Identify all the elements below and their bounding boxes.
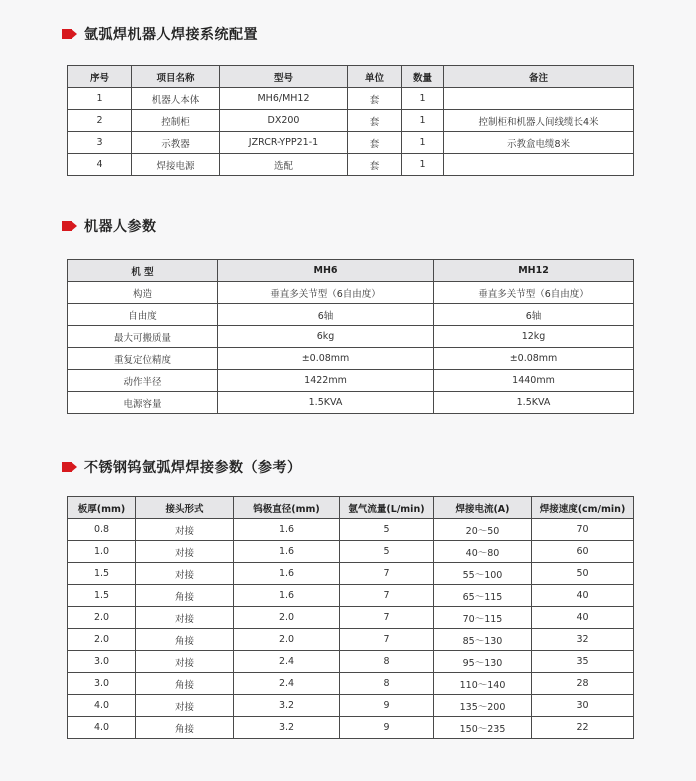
header-cell: 型号 [220, 66, 348, 88]
table-cell: ±0.08mm [434, 348, 634, 370]
table-cell: 70 [532, 519, 634, 541]
table-cell: 角接 [136, 717, 234, 739]
table-cell: 30 [532, 695, 634, 717]
header-cell: 序号 [68, 66, 132, 88]
section-title-text: 机器人参数 [84, 219, 157, 235]
table-cell: 110～140 [434, 673, 532, 695]
table-cell: 对接 [136, 563, 234, 585]
table-cell: 50 [532, 563, 634, 585]
welding-params-table [67, 496, 634, 739]
table-cell: 1 [402, 154, 444, 176]
table-cell: 4.0 [68, 717, 136, 739]
table-cell: 6kg [218, 326, 434, 348]
table-cell: 4.0 [68, 695, 136, 717]
table-cell: 角接 [136, 629, 234, 651]
table-cell: 1 [402, 110, 444, 132]
table-cell: 1.5 [68, 563, 136, 585]
table-cell: 垂直多关节型（6自由度） [218, 282, 434, 304]
red-marker-icon [62, 221, 76, 231]
table-cell: 70～115 [434, 607, 532, 629]
table-header-row [68, 66, 634, 88]
table-cell: 对接 [136, 695, 234, 717]
red-marker-icon [62, 29, 76, 39]
table-cell [444, 154, 634, 176]
table-cell: 8 [340, 651, 434, 673]
table-row [68, 541, 634, 563]
table-cell: 85～130 [434, 629, 532, 651]
table-cell: 对接 [136, 607, 234, 629]
table-cell: 角接 [136, 673, 234, 695]
table-cell: 控制柜 [132, 110, 220, 132]
table-row [68, 154, 634, 176]
table-row [68, 519, 634, 541]
table-cell: ±0.08mm [218, 348, 434, 370]
table-cell: DX200 [220, 110, 348, 132]
table-cell: 3.2 [234, 695, 340, 717]
table-cell: 1.5KVA [218, 392, 434, 414]
table-cell: 9 [340, 695, 434, 717]
red-marker-icon [62, 462, 76, 472]
table-cell: 套 [348, 154, 402, 176]
table-cell: 最大可搬质量 [68, 326, 218, 348]
section-title-welding-params [62, 457, 302, 477]
table-cell: 35 [532, 651, 634, 673]
table-cell: 2.0 [68, 607, 136, 629]
section-title-system-config [62, 24, 258, 44]
table-row [68, 651, 634, 673]
table-cell: 40～80 [434, 541, 532, 563]
header-cell: 焊接电流(A) [434, 497, 532, 519]
header-cell: 板厚(mm) [68, 497, 136, 519]
table-cell: 65～115 [434, 585, 532, 607]
table-cell: 7 [340, 629, 434, 651]
table-cell: 32 [532, 629, 634, 651]
table-cell: 重复定位精度 [68, 348, 218, 370]
table-cell: 2.0 [234, 607, 340, 629]
table-cell: 8 [340, 673, 434, 695]
table-cell: 22 [532, 717, 634, 739]
table-cell: MH6/MH12 [220, 88, 348, 110]
table-row [68, 695, 634, 717]
table-row [68, 370, 634, 392]
header-cell: 焊接速度(cm/min) [532, 497, 634, 519]
table-cell: 焊接电源 [132, 154, 220, 176]
table-row [68, 392, 634, 414]
table-cell: 2 [68, 110, 132, 132]
header-cell: 数量 [402, 66, 444, 88]
table-cell: 2.4 [234, 673, 340, 695]
table-cell: 1 [402, 88, 444, 110]
table-row [68, 673, 634, 695]
table-cell: 1.6 [234, 585, 340, 607]
table-cell: 示教器 [132, 132, 220, 154]
header-cell: 单位 [348, 66, 402, 88]
table-cell: 1.0 [68, 541, 136, 563]
table-row [68, 607, 634, 629]
table-cell: 60 [532, 541, 634, 563]
table-cell: 套 [348, 132, 402, 154]
table-cell: 7 [340, 607, 434, 629]
table-cell: 4 [68, 154, 132, 176]
table-cell [444, 88, 634, 110]
table-cell: 3 [68, 132, 132, 154]
table-cell: 135～200 [434, 695, 532, 717]
table-cell: 自由度 [68, 304, 218, 326]
header-cell: 备注 [444, 66, 634, 88]
table-cell: 6轴 [434, 304, 634, 326]
table-header-row [68, 497, 634, 519]
table-cell: 垂直多关节型（6自由度） [434, 282, 634, 304]
table-cell: 套 [348, 88, 402, 110]
system-config-table [67, 65, 634, 176]
table-row [68, 585, 634, 607]
table-row [68, 563, 634, 585]
header-cell: 项目名称 [132, 66, 220, 88]
table-cell: 2.0 [68, 629, 136, 651]
header-cell: MH12 [434, 260, 634, 282]
table-cell: 28 [532, 673, 634, 695]
table-cell: 6轴 [218, 304, 434, 326]
table-row [68, 88, 634, 110]
table-cell: 示教盒电缆8米 [444, 132, 634, 154]
table-cell: 12kg [434, 326, 634, 348]
table-cell: 1.6 [234, 519, 340, 541]
table-cell: 7 [340, 563, 434, 585]
table-cell: 1422mm [218, 370, 434, 392]
table-cell: 角接 [136, 585, 234, 607]
table-cell: 控制柜和机器人间线缆长4米 [444, 110, 634, 132]
header-cell: 钨极直径(mm) [234, 497, 340, 519]
table-cell: 5 [340, 519, 434, 541]
table-cell: 2.0 [234, 629, 340, 651]
table-cell: 1.5 [68, 585, 136, 607]
table-cell: 对接 [136, 541, 234, 563]
table-cell: 5 [340, 541, 434, 563]
table-cell: 1 [402, 132, 444, 154]
table-row [68, 132, 634, 154]
table-cell: 95～130 [434, 651, 532, 673]
table-cell: 构造 [68, 282, 218, 304]
table-cell: 3.2 [234, 717, 340, 739]
section-title-robot-params [62, 216, 157, 236]
table-cell: 动作半径 [68, 370, 218, 392]
table-cell: 2.4 [234, 651, 340, 673]
table-cell: 1440mm [434, 370, 634, 392]
table-cell: 电源容量 [68, 392, 218, 414]
table-cell: 1.6 [234, 563, 340, 585]
table-cell: 40 [532, 607, 634, 629]
table-row [68, 282, 634, 304]
table-row [68, 304, 634, 326]
table-cell: 40 [532, 585, 634, 607]
table-cell: 对接 [136, 519, 234, 541]
robot-params-table [67, 259, 634, 414]
table-cell: JZRCR-YPP21-1 [220, 132, 348, 154]
table-row [68, 326, 634, 348]
table-header-row [68, 260, 634, 282]
section-title-text: 不锈钢钨氩弧焊焊接参数（参考） [84, 460, 302, 476]
table-cell: 9 [340, 717, 434, 739]
table-row [68, 717, 634, 739]
table-cell: 150～235 [434, 717, 532, 739]
table-cell: 3.0 [68, 651, 136, 673]
table-cell: 0.8 [68, 519, 136, 541]
table-cell: 3.0 [68, 673, 136, 695]
table-cell: 20～50 [434, 519, 532, 541]
header-cell: MH6 [218, 260, 434, 282]
header-cell: 机 型 [68, 260, 218, 282]
section-title-text: 氩弧焊机器人焊接系统配置 [84, 27, 258, 43]
table-row [68, 110, 634, 132]
table-cell: 机器人本体 [132, 88, 220, 110]
header-cell: 氩气流量(L/min) [340, 497, 434, 519]
table-cell: 7 [340, 585, 434, 607]
table-cell: 1 [68, 88, 132, 110]
table-cell: 1.5KVA [434, 392, 634, 414]
table-row [68, 629, 634, 651]
header-cell: 接头形式 [136, 497, 234, 519]
table-cell: 55～100 [434, 563, 532, 585]
table-cell: 套 [348, 110, 402, 132]
table-cell: 1.6 [234, 541, 340, 563]
table-cell: 对接 [136, 651, 234, 673]
table-row [68, 348, 634, 370]
table-cell: 选配 [220, 154, 348, 176]
